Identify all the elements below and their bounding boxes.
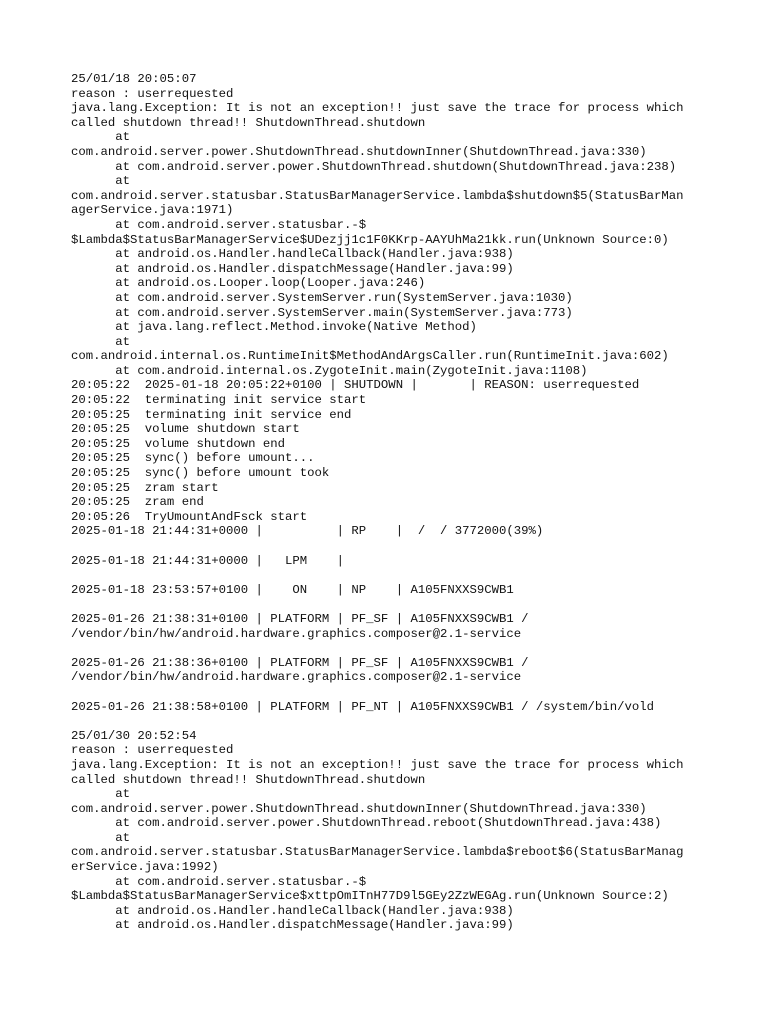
log-line: reason : userrequested: [71, 86, 234, 101]
log-line: reason : userrequested: [71, 743, 234, 758]
log-line: 2025-01-26 21:38:58+0100 | PLATFORM | PF_NT | A105FNXXS9CWB1 / /system/bin/vold: [71, 699, 654, 714]
log-line: at com.android.server.SystemServer.run(SystemServer.java:1030): [71, 290, 573, 305]
log-line: 2025-01-26 21:38:31+0100 | PLATFORM | PF_SF | A105FNXXS9CWB1 /: [71, 611, 529, 626]
log-line: at: [71, 334, 131, 349]
log-line: /vendor/bin/hw/android.hardware.graphics.composer@2.1-service: [71, 626, 522, 641]
log-line: [71, 568, 751, 583]
log-line: 20:05:25 zram end: [71, 495, 204, 510]
log-line: at com.android.server.power.ShutdownThread.shutdown(ShutdownThread.java:238): [71, 159, 677, 174]
log-line: agerService.java:1971): [71, 203, 234, 218]
log-line: [71, 641, 751, 656]
log-line: at: [71, 830, 131, 845]
log-line: com.android.server.statusbar.StatusBarManagerService.lambda$reboot$6(StatusBarManag: [71, 845, 684, 860]
log-line: 20:05:25 volume shutdown end: [71, 436, 286, 451]
log-line: 20:05:22 2025-01-18 20:05:22+0100 | SHUTDOWN | | REASON: userrequested: [71, 378, 640, 393]
log-line: at: [71, 174, 131, 189]
log-line: [71, 685, 751, 700]
log-line: at: [71, 787, 131, 802]
log-line: com.android.server.statusbar.StatusBarManagerService.lambda$shutdown$5(StatusBarMan: [71, 188, 684, 203]
log-line: 25/01/18 20:05:07: [71, 72, 197, 86]
log-line: 20:05:26 TryUmountAndFsck start: [71, 509, 308, 524]
log-line: com.android.server.power.ShutdownThread.shutdownInner(ShutdownThread.java:330): [71, 144, 647, 159]
log-line: $Lambda$StatusBarManagerService$UDezjj1c1F0KKrp-AAYUhMa21kk.run(Unknown Source:0): [71, 232, 669, 247]
log-line: 2025-01-18 23:53:57+0100 | ON | NP | A105FNXXS9CWB1: [71, 582, 514, 597]
log-line: 20:05:25 terminating init service end: [71, 407, 352, 422]
log-line: [71, 539, 751, 554]
log-line: at android.os.Handler.handleCallback(Handler.java:938): [71, 903, 514, 918]
log-line: called shutdown thread!! ShutdownThread.shutdown: [71, 772, 426, 787]
log-line: [71, 597, 751, 612]
log-line: 2025-01-26 21:38:36+0100 | PLATFORM | PF_SF | A105FNXXS9CWB1 /: [71, 655, 529, 670]
log-line: 20:05:22 terminating init service start: [71, 393, 367, 408]
log-line: at android.os.Handler.dispatchMessage(Handler.java:99): [71, 918, 514, 933]
log-line: at com.android.server.statusbar.-$: [71, 874, 367, 889]
log-line: 20:05:25 sync() before umount took: [71, 466, 330, 481]
log-line: at android.os.Looper.loop(Looper.java:246): [71, 276, 426, 291]
log-line: 2025-01-18 21:44:31+0000 | | RP | / / 3772000(39%): [71, 524, 544, 539]
log-line: 20:05:25 volume shutdown start: [71, 422, 300, 437]
log-line: $Lambda$StatusBarManagerService$xttpOmITnH77D9l5GEy2ZzWEGAg.run(Unknown Source:2): [71, 889, 669, 904]
log-line: java.lang.Exception: It is not an exception!! just save the trace for process which: [71, 101, 684, 116]
log-line: 25/01/30 20:52:54: [71, 728, 197, 743]
log-line: at android.os.Handler.dispatchMessage(Handler.java:99): [71, 261, 514, 276]
log-line: at: [71, 130, 131, 145]
log-line: at com.android.server.SystemServer.main(SystemServer.java:773): [71, 305, 573, 320]
log-line: at android.os.Handler.handleCallback(Handler.java:938): [71, 247, 514, 262]
log-line: [71, 714, 751, 729]
log-line: 2025-01-18 21:44:31+0000 | LPM |: [71, 553, 345, 568]
log-line: com.android.internal.os.RuntimeInit$MethodAndArgsCaller.run(RuntimeInit.java:602): [71, 349, 669, 364]
log-line: /vendor/bin/hw/android.hardware.graphics.composer@2.1-service: [71, 670, 522, 685]
log-line: at com.android.server.statusbar.-$: [71, 217, 367, 232]
log-document: [71, 72, 751, 933]
log-line: java.lang.Exception: It is not an exception!! just save the trace for process which: [71, 757, 684, 772]
log-line: at com.android.server.power.ShutdownThread.reboot(ShutdownThread.java:438): [71, 816, 662, 831]
log-line: erService.java:1992): [71, 860, 219, 875]
log-line: at com.android.internal.os.ZygoteInit.main(ZygoteInit.java:1108): [71, 363, 588, 378]
log-line: 20:05:25 sync() before umount...: [71, 451, 315, 466]
log-line: com.android.server.power.ShutdownThread.shutdownInner(ShutdownThread.java:330): [71, 801, 647, 816]
log-line: called shutdown thread!! ShutdownThread.shutdown: [71, 115, 426, 130]
log-line: at java.lang.reflect.Method.invoke(Native Method): [71, 320, 477, 335]
log-line: 20:05:25 zram start: [71, 480, 219, 495]
